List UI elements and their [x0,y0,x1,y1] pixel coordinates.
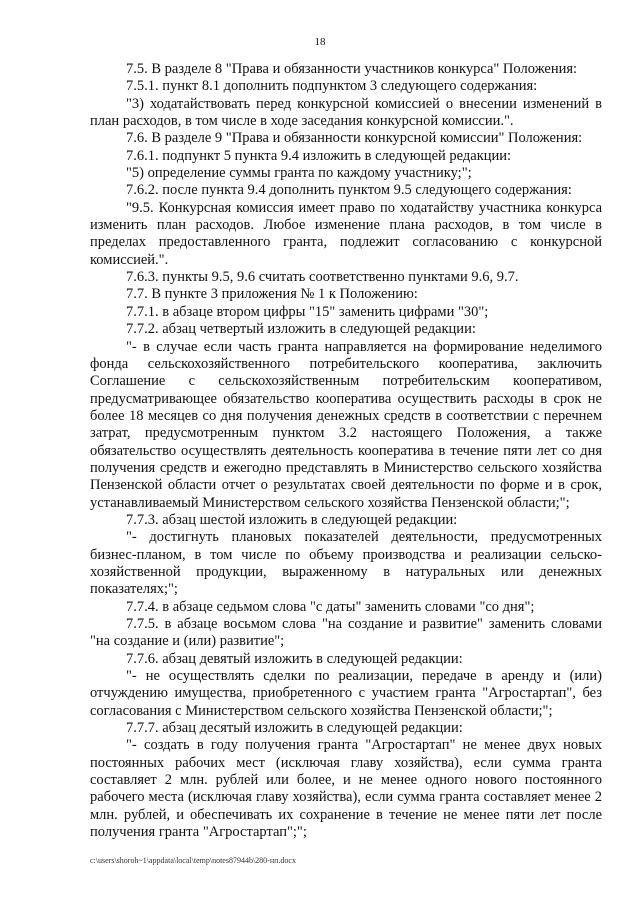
page-number: 18 [314,36,326,48]
paragraph: 7.7.3. абзац шестой изложить в следующей редакции: [126,511,458,528]
paragraph: 7.6.3. пункты 9.5, 9.6 считать соответственно пунктами 9.6, 9.7. [126,269,519,286]
paragraph: 7.7.7. абзац десятый изложить в следующей редакции: [126,720,463,737]
paragraph: 7.5.1. пункт 8.1 дополнить подпунктом 3 следующего содержания: [126,78,538,95]
paragraph: "- не осуществлять сделки по реализации, передаче в аренду и (или) отчуждению имущества, приобретенного с участием гранта "Агростартап", без согласования с Министерством сельского хозяйства Пензенской области;"; [90,668,602,719]
paragraph: 7.6.2. после пункта 9.4 дополнить пунктом 9.5 следующего содержания: [126,182,572,199]
file-path-footer: c:\users\shoroh~1\appdata\local\temp\notes87944b\280-нп.docx [90,856,296,865]
paragraph: 7.7.4. в абзаце седьмом слова "с даты" заменить словами "со дня"; [126,598,535,615]
paragraph: 7.7.2. абзац четвертый изложить в следующей редакции: [126,321,476,338]
paragraph: 7.6.1. подпункт 5 пункта 9.4 изложить в следующей редакции: [126,147,512,164]
paragraph: 7.6. В разделе 9 "Права и обязанности конкурсной комиссии" Положения: [126,130,583,147]
paragraph: 7.7.6. абзац девятый изложить в следующей редакции: [126,650,463,667]
paragraph: 7.5. В разделе 8 "Права и обязанности участников конкурса" Положения: [126,61,578,77]
paragraph: "- в случае если часть гранта направляется на формирование неделимого фонда сельскохозяйственного потребительского кооператива, заключить Соглашение с сельскохозяйственным потребительским кооперативом, предусматривающее обязательство кооператива осуществить расходы в срок не более 18 месяцев со дня получения денежных средств в соответствии с перечнем затрат, предусмотренным пунктом 3.2 настоящего Положения, а также обязательство осуществлять деятельность кооператива в течение пяти лет со дня получения средств и ежегодно представлять в Министерство сельского хозяйства Пензенской области отчет о результатах своей деятельности по форме и в срок, устанавливаемый Министерством сельского хозяйства Пензенской области;"; [90,338,602,511]
paragraph: 7.7. В пункте 3 приложения № 1 к Положению: [126,286,418,303]
paragraph: "3) ходатайствовать перед конкурсной комиссией о внесении изменений в план расходов, в том числе в ходе заседания конкурсной комиссии.". [90,95,602,130]
paragraph: "- достигнуть плановых показателей деятельности, предусмотренных бизнес-планом, в том числе по объему производства и реализации сельско-хозяйственной продукции, выраженному в натуральных или денежных показателях;"; [90,529,602,598]
paragraph: "5) определение суммы гранта по каждому участнику;"; [126,165,472,182]
paragraph: 7.7.5. в абзаце восьмом слова "на создание и развитие" заменить словами "на создание и (или) развитие"; [90,616,602,650]
paragraph: 7.7.1. в абзаце втором цифры "15" заменить цифрами "30"; [126,303,489,320]
paragraph: "9.5. Конкурсная комиссия имеет право по ходатайству участника конкурса изменить план расходов. Любое изменение плана расходов, в том числе в пределах предоставленного гранта, подлежит согласованию с конкурсной комиссией.". [90,199,602,268]
document-body [90,61,602,841]
paragraph: "- создать в году получения гранта "Агростартап" не менее двух новых постоянных рабочих мест (исключая главу хозяйства), если сумма гранта составляет 2 млн. рублей или более, и не менее одного нового постоянного рабочего места (исключая главу хозяйства), если сумма гранта составляет менее 2 млн. рублей, и обеспечивать их сохранение в течение не менее пяти лет после получения гранта "Агростартап";"; [90,737,602,841]
